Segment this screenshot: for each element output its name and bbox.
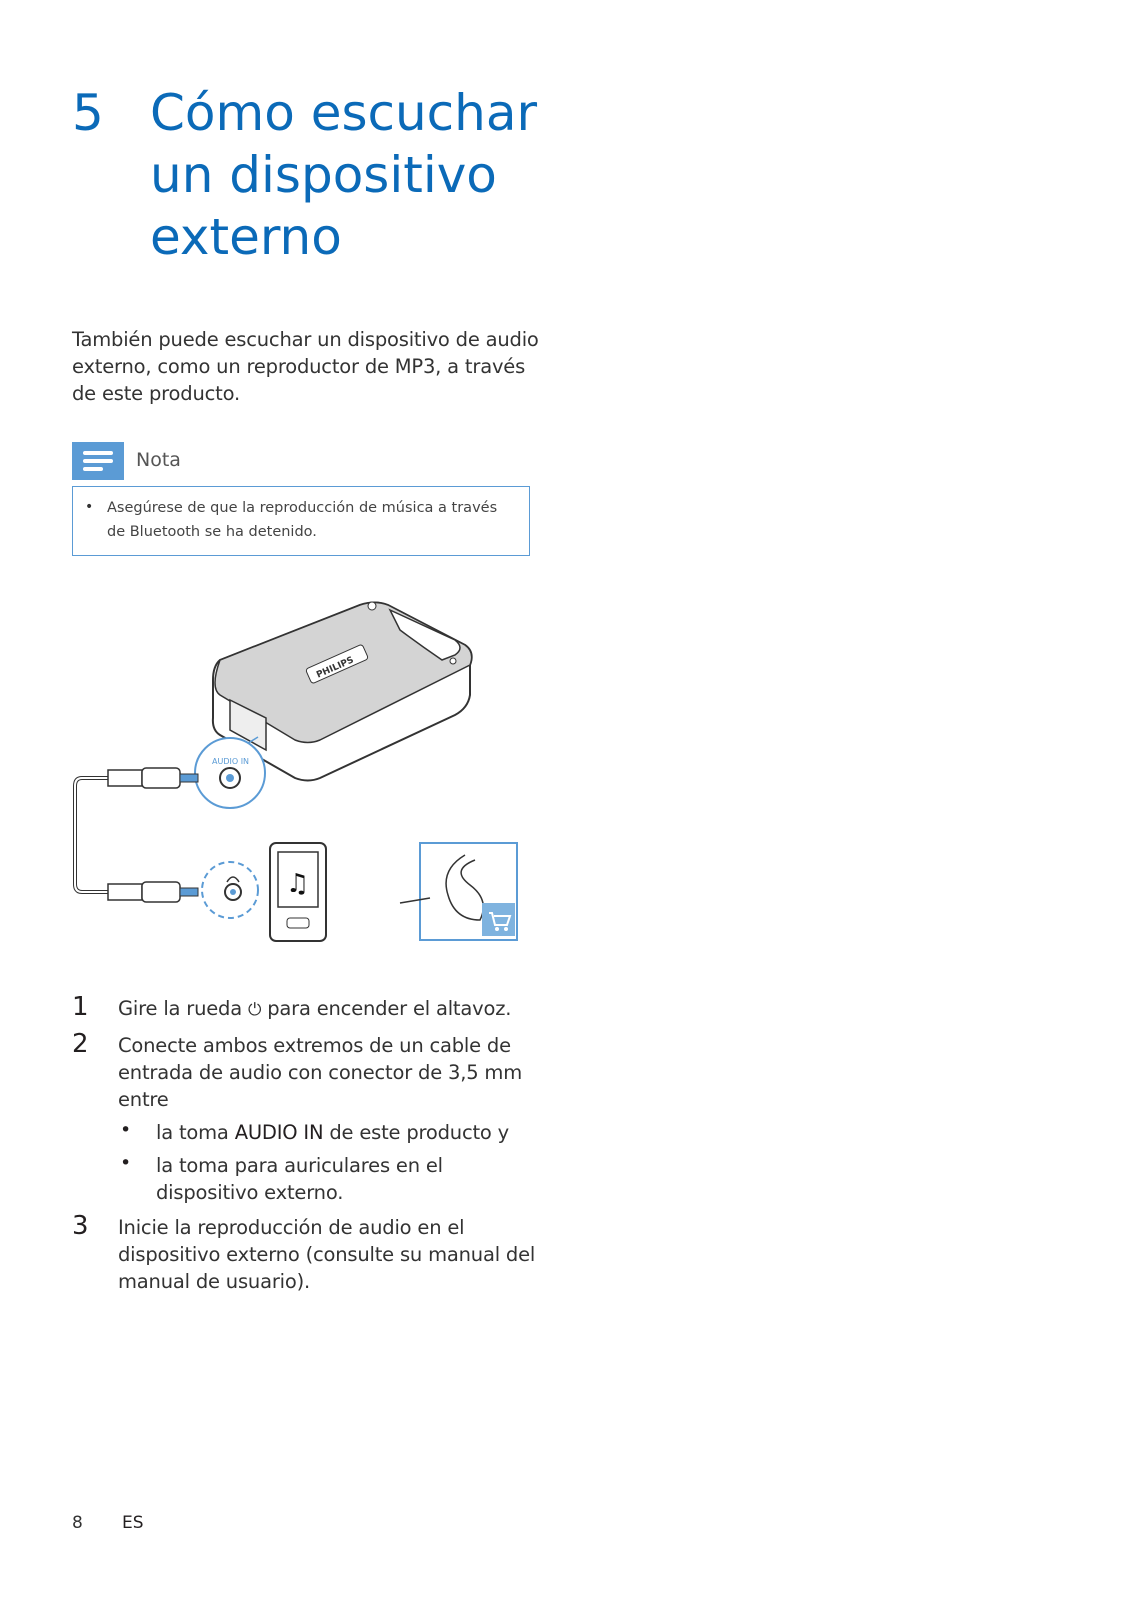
- step-text: Inicie la reproducción de audio en el dispositivo externo (consulte su manual del manual de usuario).: [118, 1216, 536, 1293]
- speaker-connection-diagram: [70, 600, 540, 970]
- cable-product-box: [400, 843, 517, 940]
- mp3-player-icon: [270, 843, 326, 941]
- audio-in-label: AUDIO IN: [212, 757, 250, 766]
- sub-bullet: •: [120, 1152, 132, 1174]
- language-code: ES: [122, 1513, 144, 1533]
- step-2: [72, 1029, 542, 1206]
- audio-in-keyword: AUDIO IN: [234, 1121, 324, 1144]
- note-label: Nota: [136, 449, 181, 471]
- audio-in-jack-icon: [195, 737, 265, 808]
- step-3: [72, 1211, 542, 1295]
- sub-item: [118, 1152, 542, 1206]
- intro-paragraph: También puede escuchar un dispositivo de audio externo, como un reproductor de MP3, a través de este producto.: [72, 328, 539, 405]
- chapter-title: Cómo escuchar un dispositivo externo: [150, 84, 538, 266]
- sub-text: la toma AUDIO IN de este producto y: [156, 1121, 510, 1144]
- step-text: Gire la rueda ⏻ para encender el altavoz.: [118, 997, 512, 1020]
- brand-label: PHILIPS: [315, 655, 356, 681]
- headphone-jack-icon: [202, 862, 258, 918]
- step-number: 1: [72, 992, 89, 1022]
- sub-bullet: •: [120, 1119, 132, 1141]
- sub-item: [118, 1119, 542, 1146]
- note-header: [72, 442, 532, 480]
- step-1: [72, 992, 542, 1024]
- note-bullet: •: [85, 499, 94, 515]
- chapter-number: 5: [72, 84, 104, 142]
- audio-cable-icon: [75, 768, 198, 902]
- note-text: Asegúrese de que la reproducción de música a través de Bluetooth se ha detenido.: [107, 500, 498, 540]
- connection-illustration: [70, 600, 540, 970]
- svg-text:♫: ♫: [286, 869, 310, 899]
- step-text: Conecte ambos extremos de un cable de entrada de audio con conector de 3,5 mm entre: [118, 1034, 523, 1111]
- step-number: 3: [72, 1211, 89, 1241]
- step-number: 2: [72, 1029, 89, 1059]
- note-box: [72, 486, 530, 556]
- sub-text: la toma para auriculares en el dispositivo externo.: [156, 1154, 443, 1204]
- power-icon: ⏻: [247, 1000, 262, 1020]
- steps-list: [72, 992, 542, 1303]
- page-number: 8: [72, 1513, 83, 1533]
- note-icon: [72, 442, 124, 480]
